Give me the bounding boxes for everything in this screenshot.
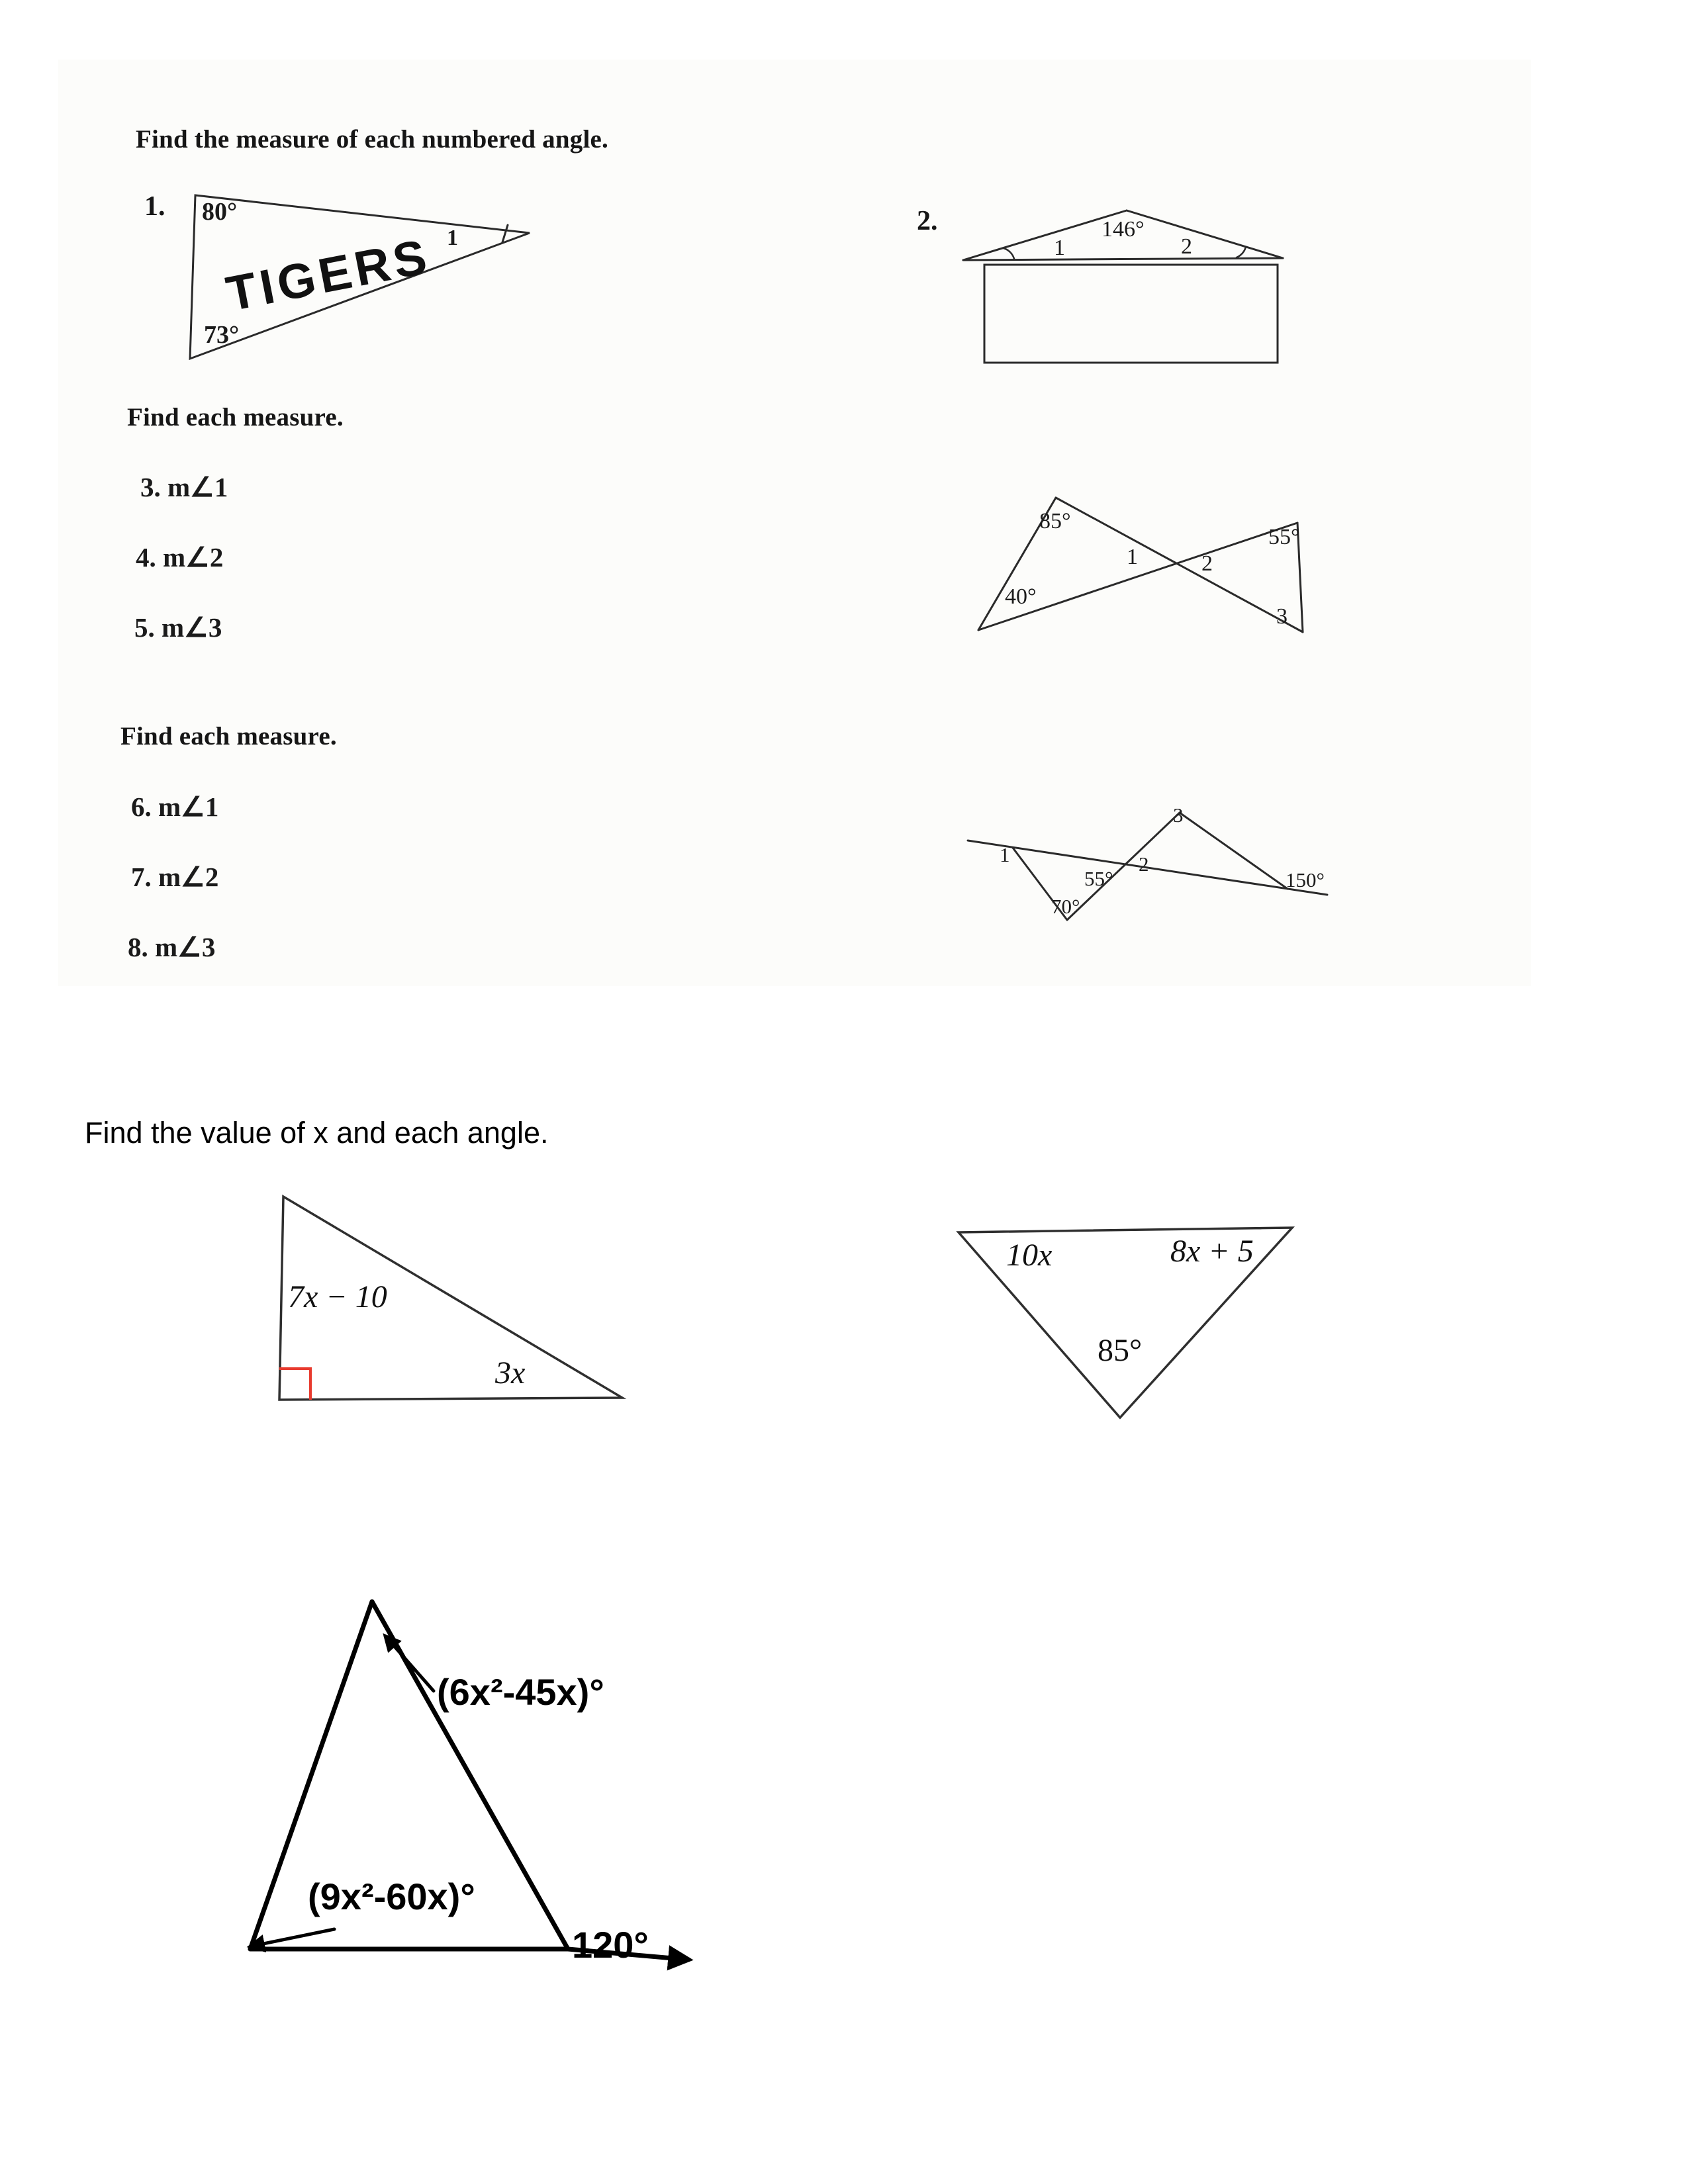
bowtie-angle55-label: 55° xyxy=(1268,525,1300,549)
zigzag-num2-label: 2 xyxy=(1139,852,1149,876)
item-6: 6. m∠1 xyxy=(131,792,219,822)
inverted-triangle-right-label: 8x + 5 xyxy=(1170,1234,1254,1269)
bowtie-diagonal-2 xyxy=(978,523,1297,630)
item-4: 4. m∠2 xyxy=(136,542,224,572)
item-5: 5. m∠3 xyxy=(134,612,222,643)
left-pointer-arrow xyxy=(250,1929,334,1946)
bowtie-num2-label: 2 xyxy=(1201,551,1213,576)
left-eave-angle-mark xyxy=(1004,248,1014,259)
zigzag-falling-segment xyxy=(1180,813,1288,889)
right-triangle-side-label: 7x − 10 xyxy=(288,1279,387,1314)
zigzag-rising-segment xyxy=(1067,813,1180,920)
roof-right-edge xyxy=(1127,210,1283,258)
pennant-angle1-label: 1 xyxy=(447,226,458,250)
pennant-tip-tick xyxy=(502,225,508,242)
typed-section-heading: Find the value of x and each angle. xyxy=(85,1116,549,1150)
problem1-number: 1. xyxy=(144,191,165,222)
right-triangle-figure xyxy=(258,1178,655,1423)
right-exterior-angle-label: 120° xyxy=(572,1924,649,1966)
section3-heading: Find each measure. xyxy=(120,722,337,751)
section2-heading: Find each measure. xyxy=(127,403,344,432)
right-triangle-base-label: 3x xyxy=(495,1355,526,1390)
inverted-triangle-bottom-label: 85° xyxy=(1098,1333,1143,1368)
apex-pointer-arrow xyxy=(385,1636,434,1691)
section1-heading: Find the measure of each numbered angle. xyxy=(136,125,608,154)
problem2-number: 2. xyxy=(917,206,938,236)
zigzag-num1-label: 1 xyxy=(1000,843,1010,866)
pennant-angle-top-label: 80° xyxy=(202,198,238,226)
exterior-angle-triangle-figure xyxy=(218,1575,735,1985)
bowtie-angle85-label: 85° xyxy=(1039,509,1071,533)
bowtie-num1-label: 1 xyxy=(1127,545,1138,569)
roof-angle2-label: 2 xyxy=(1181,234,1192,259)
item-8: 8. m∠3 xyxy=(128,932,216,962)
zigzag-num3-label: 3 xyxy=(1173,803,1184,827)
bowtie-angle40-label: 40° xyxy=(1005,584,1037,609)
bowtie-num3-label: 3 xyxy=(1276,604,1288,629)
roof-angle1-label: 1 xyxy=(1054,236,1065,260)
inverted-triangle-figure xyxy=(940,1211,1317,1436)
bowtie-figure xyxy=(947,477,1344,662)
house-figure xyxy=(940,195,1311,374)
right-angle-marker xyxy=(279,1369,310,1400)
bowtie-diagonal-1 xyxy=(1056,498,1303,632)
zigzag-angle70-label: 70° xyxy=(1051,895,1080,918)
pennant-figure xyxy=(179,179,549,377)
item-3: 3. m∠1 xyxy=(140,472,228,502)
roof-peak-angle-label: 146° xyxy=(1102,217,1145,242)
pennant-angle-bottom-label: 73° xyxy=(204,321,240,349)
item-7: 7. m∠2 xyxy=(131,862,219,892)
pennant-word: TIGERS xyxy=(222,228,435,322)
roof-eave-line xyxy=(963,258,1283,260)
zigzag-angle150-label: 150° xyxy=(1286,868,1325,891)
zigzag-angle55-label: 55° xyxy=(1084,867,1113,890)
left-angle-label: (9x²-60x)° xyxy=(308,1876,475,1917)
zigzag-figure xyxy=(953,788,1350,940)
house-body xyxy=(984,265,1278,363)
right-eave-angle-mark xyxy=(1237,247,1246,257)
inverted-triangle-left-label: 10x xyxy=(1006,1238,1053,1273)
apex-angle-label: (6x²-45x)° xyxy=(437,1671,604,1713)
